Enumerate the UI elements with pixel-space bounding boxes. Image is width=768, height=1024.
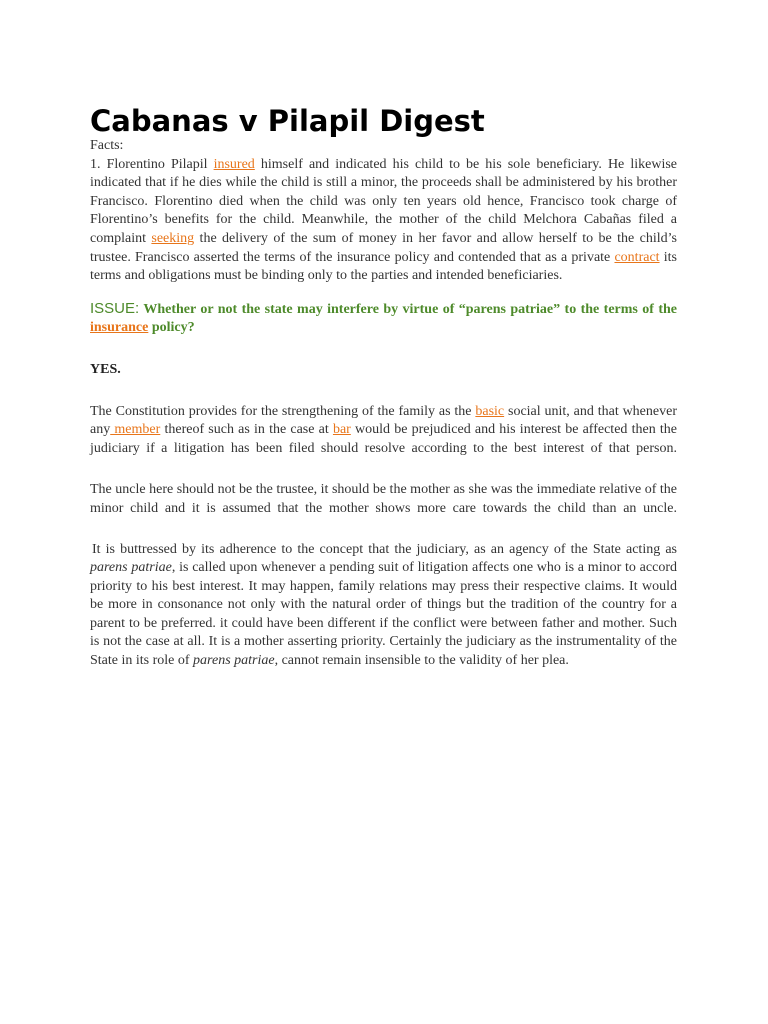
document-title: Cabanas v Pilapil Digest	[90, 104, 485, 138]
ruling-1-text-3: thereof such as in the case at	[160, 422, 333, 438]
link-insured[interactable]: insured	[213, 156, 255, 172]
facts-text-1: 1. Florentino Pilapil	[90, 156, 214, 172]
ruling-paragraph-2: The uncle here should not be the trustee, it should be the mother as she was the immediate relative of the minor child and it is assumed that the mother shows more care towards the child than an uncle.	[90, 482, 677, 516]
issue-text-2: policy?	[148, 320, 195, 336]
ruling-paragraph-3	[90, 541, 677, 671]
issue-text-1: Whether or not the state may interfere by virtue of “parens patriae” to the terms of the	[139, 301, 677, 317]
link-seeking[interactable]: seeking	[151, 230, 195, 246]
link-basic[interactable]: basic	[475, 403, 505, 419]
facts-text-2: himself and indicated his child to be his sole beneficiary. He likewise indicated that if he dies while the child is still a minor, the proceeds shall be administered by his brother Francisco. Florentino died when the child was only ten years old hence, Francisco took charge of Florentino’s benefits for the child. Meanwhile, the mother of the child Melchora Cabañas filed a complaint	[90, 156, 677, 246]
ruling-1-text-4: would be prejudiced and his interest be affected then the judiciary if a litigation has been filed should resolve according to the best interest of that person.	[90, 422, 677, 456]
link-insurance[interactable]: insurance	[90, 320, 149, 336]
link-bar[interactable]: bar	[332, 422, 351, 438]
ruling-3-text-1: It is buttressed by its adherence to the concept that the judiciary, as an agency of the State acting as	[92, 541, 677, 557]
facts-paragraph	[90, 156, 677, 286]
link-contract[interactable]: contract	[614, 249, 660, 265]
issue-paragraph	[90, 300, 677, 338]
ruling-paragraph-1	[90, 403, 677, 459]
ruling-1-text-1: The Constitution provides for the strengthening of the family as the	[90, 403, 476, 419]
link-member[interactable]: member	[110, 422, 161, 438]
ruling-3-text-3: , cannot remain insensible to the validity of her plea.	[274, 653, 569, 669]
document-body	[90, 137, 677, 671]
issue-label: ISSUE:	[90, 299, 140, 317]
ruling-3-text-2: , is called upon whenever a pending suit of litigation affects one who is a minor to accord priority to his best interest. It may happen, family relations may press their respective claims. It would be more in consonance not only with the natural order of things but the tradition of the country for a parent to be preferred. it could have been different if the conflict were between father and mother. Such is not the case at all. It is a mother asserting priority. Certainly the judiciary as the instrumentality of the State in its role of	[90, 560, 677, 669]
ruling-1-text-2: social unit, and that whenever any	[90, 403, 677, 438]
facts-label: Facts:	[90, 138, 124, 153]
ruling-3-italic-1: parens patriae	[90, 560, 172, 576]
facts-text-3: the delivery of the sum of money in her favor and allow herself to be the child’s trustee. Francisco asserted the terms of the insurance policy and contended that as a private	[90, 230, 677, 265]
facts-text-4: its terms and obligations must be binding only to the parties and intended beneficiaries.	[90, 249, 677, 284]
ruling-3-italic-2: parens patriae	[193, 653, 275, 669]
answer-heading: YES.	[90, 361, 121, 377]
